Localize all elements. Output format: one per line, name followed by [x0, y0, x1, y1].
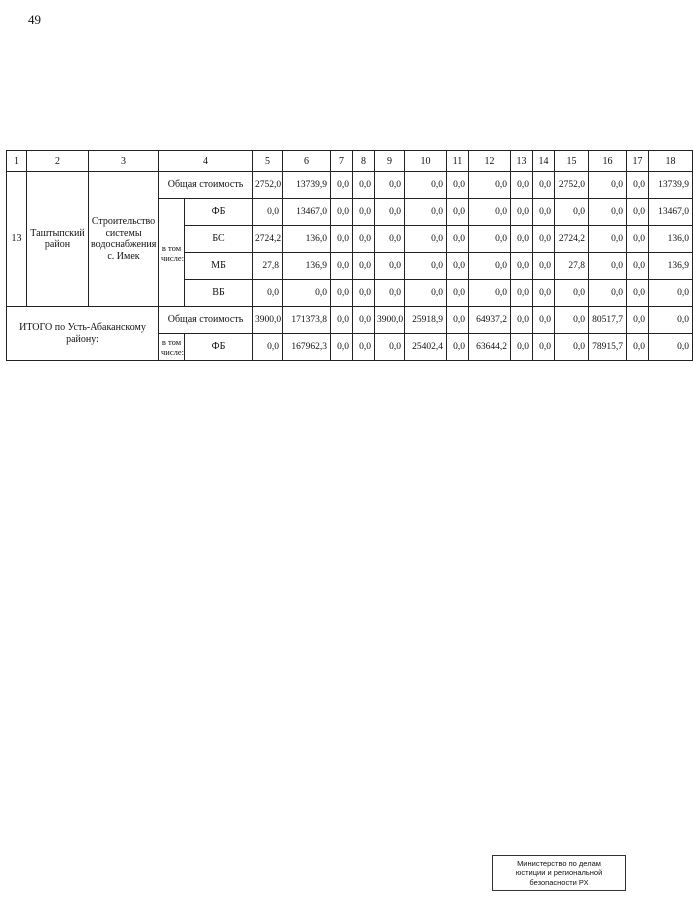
value-cell: 0,0 [353, 307, 375, 334]
value-cell: 0,0 [375, 334, 405, 361]
colnum-3: 3 [89, 151, 159, 172]
value-cell: 2724,2 [555, 226, 589, 253]
value-cell: 0,0 [533, 334, 555, 361]
value-cell: 0,0 [353, 226, 375, 253]
value-cell: 25918,9 [405, 307, 447, 334]
colnum-15: 15 [555, 151, 589, 172]
value-cell: 0,0 [331, 334, 353, 361]
colnum-10: 10 [405, 151, 447, 172]
value-cell: 0,0 [447, 172, 469, 199]
value-cell: 64937,2 [469, 307, 511, 334]
value-cell: 0,0 [375, 280, 405, 307]
value-cell: 0,0 [469, 280, 511, 307]
total-label: ИТОГО по Усть-Абаканскому району: [7, 307, 159, 361]
value-cell: 0,0 [447, 199, 469, 226]
colnum-2: 2 [27, 151, 89, 172]
value-cell: 27,8 [253, 253, 283, 280]
value-cell: 0,0 [447, 253, 469, 280]
value-cell: 0,0 [555, 334, 589, 361]
value-cell: 0,0 [533, 172, 555, 199]
value-cell: 0,0 [331, 307, 353, 334]
colnum-11: 11 [447, 151, 469, 172]
table-row [7, 307, 693, 334]
value-cell: 2752,0 [253, 172, 283, 199]
value-cell: 0,0 [649, 307, 693, 334]
value-cell: 0,0 [627, 199, 649, 226]
colnum-18: 18 [649, 151, 693, 172]
value-cell: 0,0 [353, 280, 375, 307]
value-cell: 0,0 [589, 226, 627, 253]
value-cell: 0,0 [589, 199, 627, 226]
row-name: ВБ [185, 280, 253, 307]
row-name: Общая стоимость [159, 307, 253, 334]
value-cell: 0,0 [405, 253, 447, 280]
value-cell: 0,0 [405, 172, 447, 199]
colnum-13: 13 [511, 151, 533, 172]
value-cell: 0,0 [533, 307, 555, 334]
colnum-17: 17 [627, 151, 649, 172]
value-cell: 2752,0 [555, 172, 589, 199]
value-cell: 136,0 [649, 226, 693, 253]
district-name: Таштыпский район [27, 172, 89, 307]
v-tom-chisle-label: в том числе: [159, 199, 185, 307]
value-cell: 0,0 [627, 307, 649, 334]
value-cell: 0,0 [405, 199, 447, 226]
value-cell: 2724,2 [253, 226, 283, 253]
value-cell: 0,0 [331, 172, 353, 199]
value-cell: 0,0 [533, 226, 555, 253]
value-cell: 0,0 [375, 172, 405, 199]
colnum-9: 9 [375, 151, 405, 172]
value-cell: 0,0 [533, 199, 555, 226]
value-cell: 63644,2 [469, 334, 511, 361]
value-cell: 0,0 [627, 226, 649, 253]
row-name: БС [185, 226, 253, 253]
value-cell: 0,0 [511, 280, 533, 307]
value-cell: 0,0 [253, 334, 283, 361]
value-cell: 0,0 [447, 226, 469, 253]
value-cell: 13739,9 [649, 172, 693, 199]
budget-table [6, 150, 693, 361]
row-number: 13 [7, 172, 27, 307]
value-cell: 0,0 [511, 307, 533, 334]
value-cell: 171373,8 [283, 307, 331, 334]
colnum-14: 14 [533, 151, 555, 172]
colnum-7: 7 [331, 151, 353, 172]
colnum-16: 16 [589, 151, 627, 172]
row-name: ФБ [185, 334, 253, 361]
budget-table-container [6, 150, 689, 361]
value-cell: 0,0 [511, 334, 533, 361]
value-cell: 0,0 [447, 280, 469, 307]
value-cell: 0,0 [589, 253, 627, 280]
value-cell: 0,0 [511, 199, 533, 226]
object-name: Строительство системы водоснабжения с. Имек [89, 172, 159, 307]
value-cell: 0,0 [353, 199, 375, 226]
column-number-row [7, 151, 693, 172]
value-cell: 0,0 [331, 253, 353, 280]
value-cell: 3900,0 [253, 307, 283, 334]
stamp-line-3: безопасности РХ [529, 877, 589, 887]
colnum-4: 4 [159, 151, 253, 172]
value-cell: 0,0 [405, 280, 447, 307]
row-name: ФБ [185, 199, 253, 226]
value-cell: 13467,0 [283, 199, 331, 226]
table-row [7, 172, 693, 199]
stamp-line-1: Министерство по делам [517, 858, 601, 868]
value-cell: 25402,4 [405, 334, 447, 361]
value-cell: 136,0 [283, 226, 331, 253]
value-cell: 136,9 [283, 253, 331, 280]
value-cell: 136,9 [649, 253, 693, 280]
value-cell: 0,0 [353, 172, 375, 199]
value-cell: 0,0 [555, 199, 589, 226]
value-cell: 3900,0 [375, 307, 405, 334]
value-cell: 0,0 [627, 280, 649, 307]
row-name: МБ [185, 253, 253, 280]
colnum-8: 8 [353, 151, 375, 172]
stamp-line-2: юстиции и региональной [515, 868, 603, 878]
value-cell: 0,0 [253, 199, 283, 226]
value-cell: 0,0 [469, 172, 511, 199]
value-cell: 0,0 [253, 280, 283, 307]
value-cell: 27,8 [555, 253, 589, 280]
value-cell: 0,0 [511, 172, 533, 199]
value-cell: 0,0 [375, 226, 405, 253]
value-cell: 0,0 [555, 280, 589, 307]
value-cell: 0,0 [353, 253, 375, 280]
value-cell: 0,0 [589, 280, 627, 307]
colnum-1: 1 [7, 151, 27, 172]
value-cell: 0,0 [555, 307, 589, 334]
value-cell: 0,0 [511, 226, 533, 253]
colnum-6: 6 [283, 151, 331, 172]
value-cell: 0,0 [447, 307, 469, 334]
value-cell: 13467,0 [649, 199, 693, 226]
value-cell: 0,0 [649, 334, 693, 361]
value-cell: 0,0 [469, 226, 511, 253]
colnum-5: 5 [253, 151, 283, 172]
value-cell: 0,0 [533, 280, 555, 307]
value-cell: 0,0 [649, 280, 693, 307]
ministry-stamp [492, 855, 626, 891]
v-tom-chisle-label: в том числе: [159, 334, 185, 361]
value-cell: 0,0 [511, 253, 533, 280]
value-cell: 0,0 [283, 280, 331, 307]
value-cell: 0,0 [627, 334, 649, 361]
colnum-12: 12 [469, 151, 511, 172]
value-cell: 0,0 [375, 253, 405, 280]
value-cell: 0,0 [331, 199, 353, 226]
value-cell: 0,0 [405, 226, 447, 253]
value-cell: 167962,3 [283, 334, 331, 361]
row-name: Общая стоимость [159, 172, 253, 199]
value-cell: 80517,7 [589, 307, 627, 334]
value-cell: 0,0 [375, 199, 405, 226]
page-number: 49 [28, 12, 41, 27]
value-cell: 0,0 [533, 253, 555, 280]
value-cell: 0,0 [331, 280, 353, 307]
table-body [7, 172, 693, 361]
value-cell: 0,0 [353, 334, 375, 361]
value-cell: 0,0 [447, 334, 469, 361]
value-cell: 13739,9 [283, 172, 331, 199]
value-cell: 0,0 [469, 253, 511, 280]
value-cell: 78915,7 [589, 334, 627, 361]
value-cell: 0,0 [589, 172, 627, 199]
value-cell: 0,0 [469, 199, 511, 226]
value-cell: 0,0 [331, 226, 353, 253]
value-cell: 0,0 [627, 172, 649, 199]
value-cell: 0,0 [627, 253, 649, 280]
